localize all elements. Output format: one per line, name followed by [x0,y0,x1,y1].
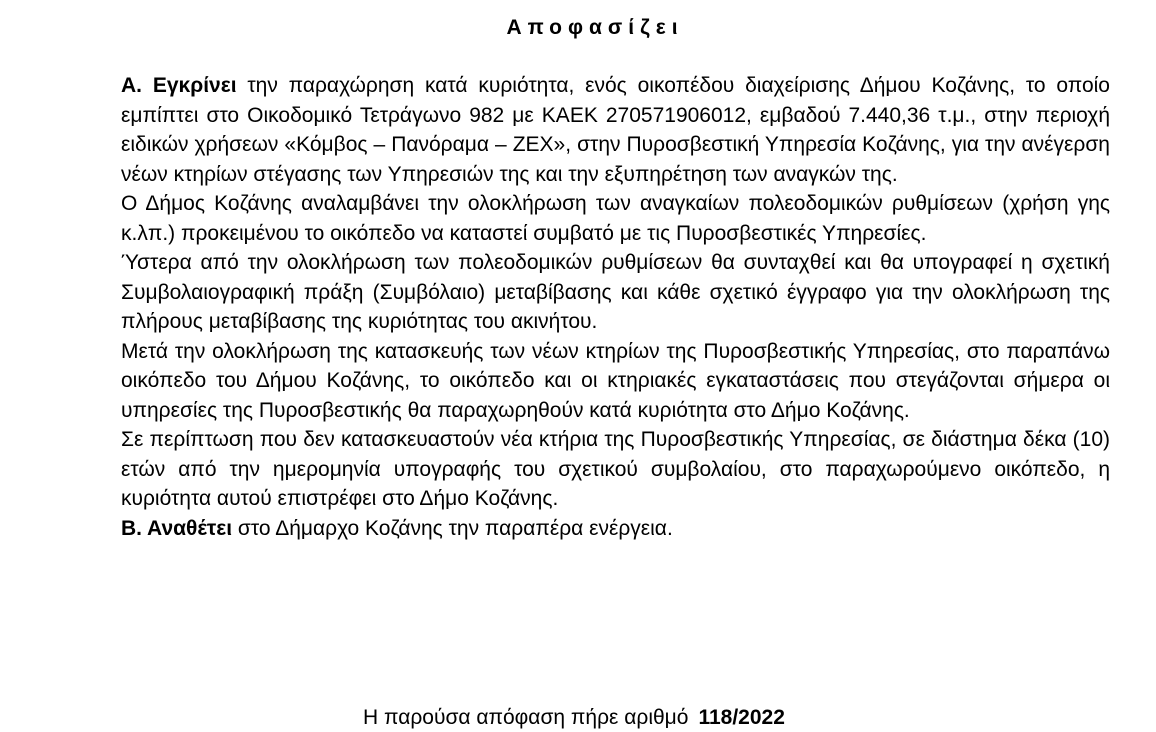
paragraph-5: Σε περίπτωση που δεν κατασκευαστούν νέα κτήρια της Πυροσβεστικής Υπηρεσίας, σε διάστημα δέκα (10) ετών από την ημερομηνία υπογραφής του σχετικού συμβολαίου, στο παραχωρούμενο οικόπεδο, η κυριότητα αυτού επιστρέφει στο Δήμο Κοζάνης. [121,428,1110,510]
paragraph-a-label: Α. Εγκρίνει [121,74,237,97]
paragraph-b-text: στο Δήμαρχο Κοζάνης την παραπέρα ενέργεια. [237,516,673,540]
paragraph-3: Ύστερα από την ολοκλήρωση των πολεοδομικών ρυθμίσεων θα συνταχθεί και θα υπογραφεί η σχετική Συμβολαιογραφική πράξη (Συμβόλαιο) μεταβίβασης και κάθε σχετικό έγγραφο για την ολοκλήρωση της πλήρους μεταβίβασης της κυριότητας του ακινήτου. [121,251,1110,333]
decision-number-text: Η παρούσα απόφαση πήρε αριθμό [363,706,689,729]
decision-heading: Αποφασίζει [506,16,684,39]
paragraph-a [121,71,1110,189]
paragraph-2: Ο Δήμος Κοζάνης αναλαμβάνει την ολοκλήρωση των αναγκαίων πολεοδομικών ρυθμίσεων (χρήση γης κ.λπ.) προκειμένου το οικόπεδο να καταστεί συμβατό με τις Πυροσβεστικές Υπηρεσίες. [121,192,1110,245]
paragraph-b-label: Β. Αναθέτει [121,516,233,540]
paragraph-a-text: την παραχώρηση κατά κυριότητα, ενός οικοπέδου διαχείρισης Δήμου Κοζάνης, το οποίο εμπίπτει στο Οικοδομικό Τετράγωνο 982 με ΚΑΕΚ 270571906012, εμβαδού 7.440,36 τ.μ., στην περιοχή ειδικών χρήσεων «Κόμβος – Πανόραμα – ΖΕΧ», στην Πυροσβεστική Υπηρεσία Κοζάνης, για την ανέγερση νέων κτηρίων στέγασης των Υπηρεσιών της και την εξυπηρέτηση των αναγκών της. [121,74,1110,186]
paragraph-4: Μετά την ολοκλήρωση της κατασκευής των νέων κτηρίων της Πυροσβεστικής Υπηρεσίας, στο παραπάνω οικόπεδο του Δήμου Κοζάνης, το οικόπεδο και οι κτηριακές εγκαταστάσεις που στεγάζονται σήμερα οι υπηρεσίες της Πυροσβεστικής θα παραχωρηθούν κατά κυριότητα στο Δήμο Κοζάνης. [121,339,1110,422]
paragraph-b [121,514,1110,544]
decision-number: 118/2022 [698,706,785,729]
decision-number-line [363,704,785,732]
decision-body [121,71,1110,543]
